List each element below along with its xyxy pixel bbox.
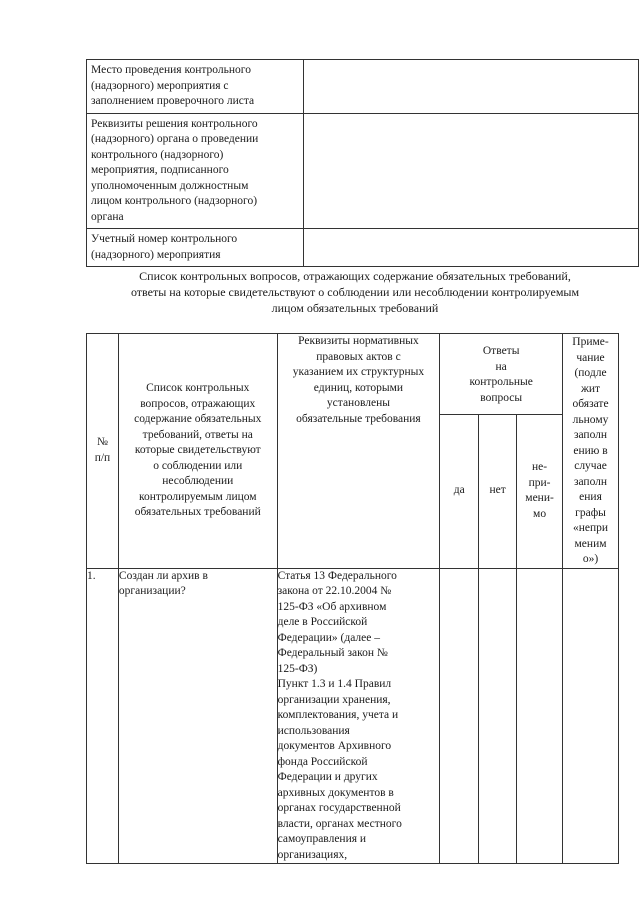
header-num: № п/п — [87, 334, 119, 569]
note-cell[interactable] — [563, 568, 619, 864]
checklist-table — [86, 333, 619, 864]
info-label-decision: Реквизиты решения контрольного (надзорного) органа о проведении контрольного (надзорного) мероприятия, подписанного уполномоченным должностным лицом контрольного (надзорного) органа — [87, 113, 304, 229]
answer-no-cell[interactable] — [479, 568, 517, 864]
header-not-applicable: не- при- мени- мо — [517, 414, 563, 568]
info-row — [87, 229, 639, 267]
info-label-place: Место проведения контрольного (надзорного) мероприятия с заполнением проверочного листа — [87, 60, 304, 114]
info-row — [87, 113, 639, 229]
answer-yes-cell[interactable] — [440, 568, 479, 864]
info-value-place — [304, 60, 639, 114]
header-questions: Список контрольных вопросов, отражающих содержание обязательных требований, ответы на которые свидетельствуют о соблюдении или несоблюдении контролируемым лицом обязательных требований — [118, 334, 277, 569]
header-requisites: Реквизиты нормативных правовых актов с указанием их структурных единиц, которыми установлены обязательные требования — [277, 334, 440, 569]
header-no: нет — [479, 414, 517, 568]
table-row — [87, 568, 619, 864]
row-question: Создан ли архив в организации? — [118, 568, 277, 864]
info-row — [87, 60, 639, 114]
header-answers: Ответы на контрольные вопросы — [440, 334, 563, 415]
info-value-decision — [304, 113, 639, 229]
inspection-info-table — [86, 59, 639, 267]
answer-not-applicable-cell[interactable] — [517, 568, 563, 864]
info-value-number — [304, 229, 639, 267]
header-yes: да — [440, 414, 479, 568]
row-requisites: Статья 13 Федерального закона от 22.10.2004 № 125-ФЗ «Об архивном деле в Российской Федерации» (далее – Федеральный закон № 125-ФЗ) Пункт 1.3 и 1.4 Правил организации хранения, комплектования, учета и использования документов Архивного фонда Российской Федерации и других архивных документов в органах государственной власти, органах местного самоуправления и организациях, — [277, 568, 440, 864]
row-num: 1. — [87, 568, 119, 864]
checklist-caption: Список контрольных вопросов, отражающих содержание обязательных требований, ответы на которые свидетельствуют о соблюдении или несоблюдении контролируемым лицом обязательных требований — [130, 269, 580, 315]
header-row — [87, 334, 619, 415]
header-note: Приме- чание (подле жит обязате льному заполн ению в случае заполн ения графы «непри меним о») — [563, 334, 619, 569]
info-label-number: Учетный номер контрольного (надзорного) мероприятия — [87, 229, 304, 267]
